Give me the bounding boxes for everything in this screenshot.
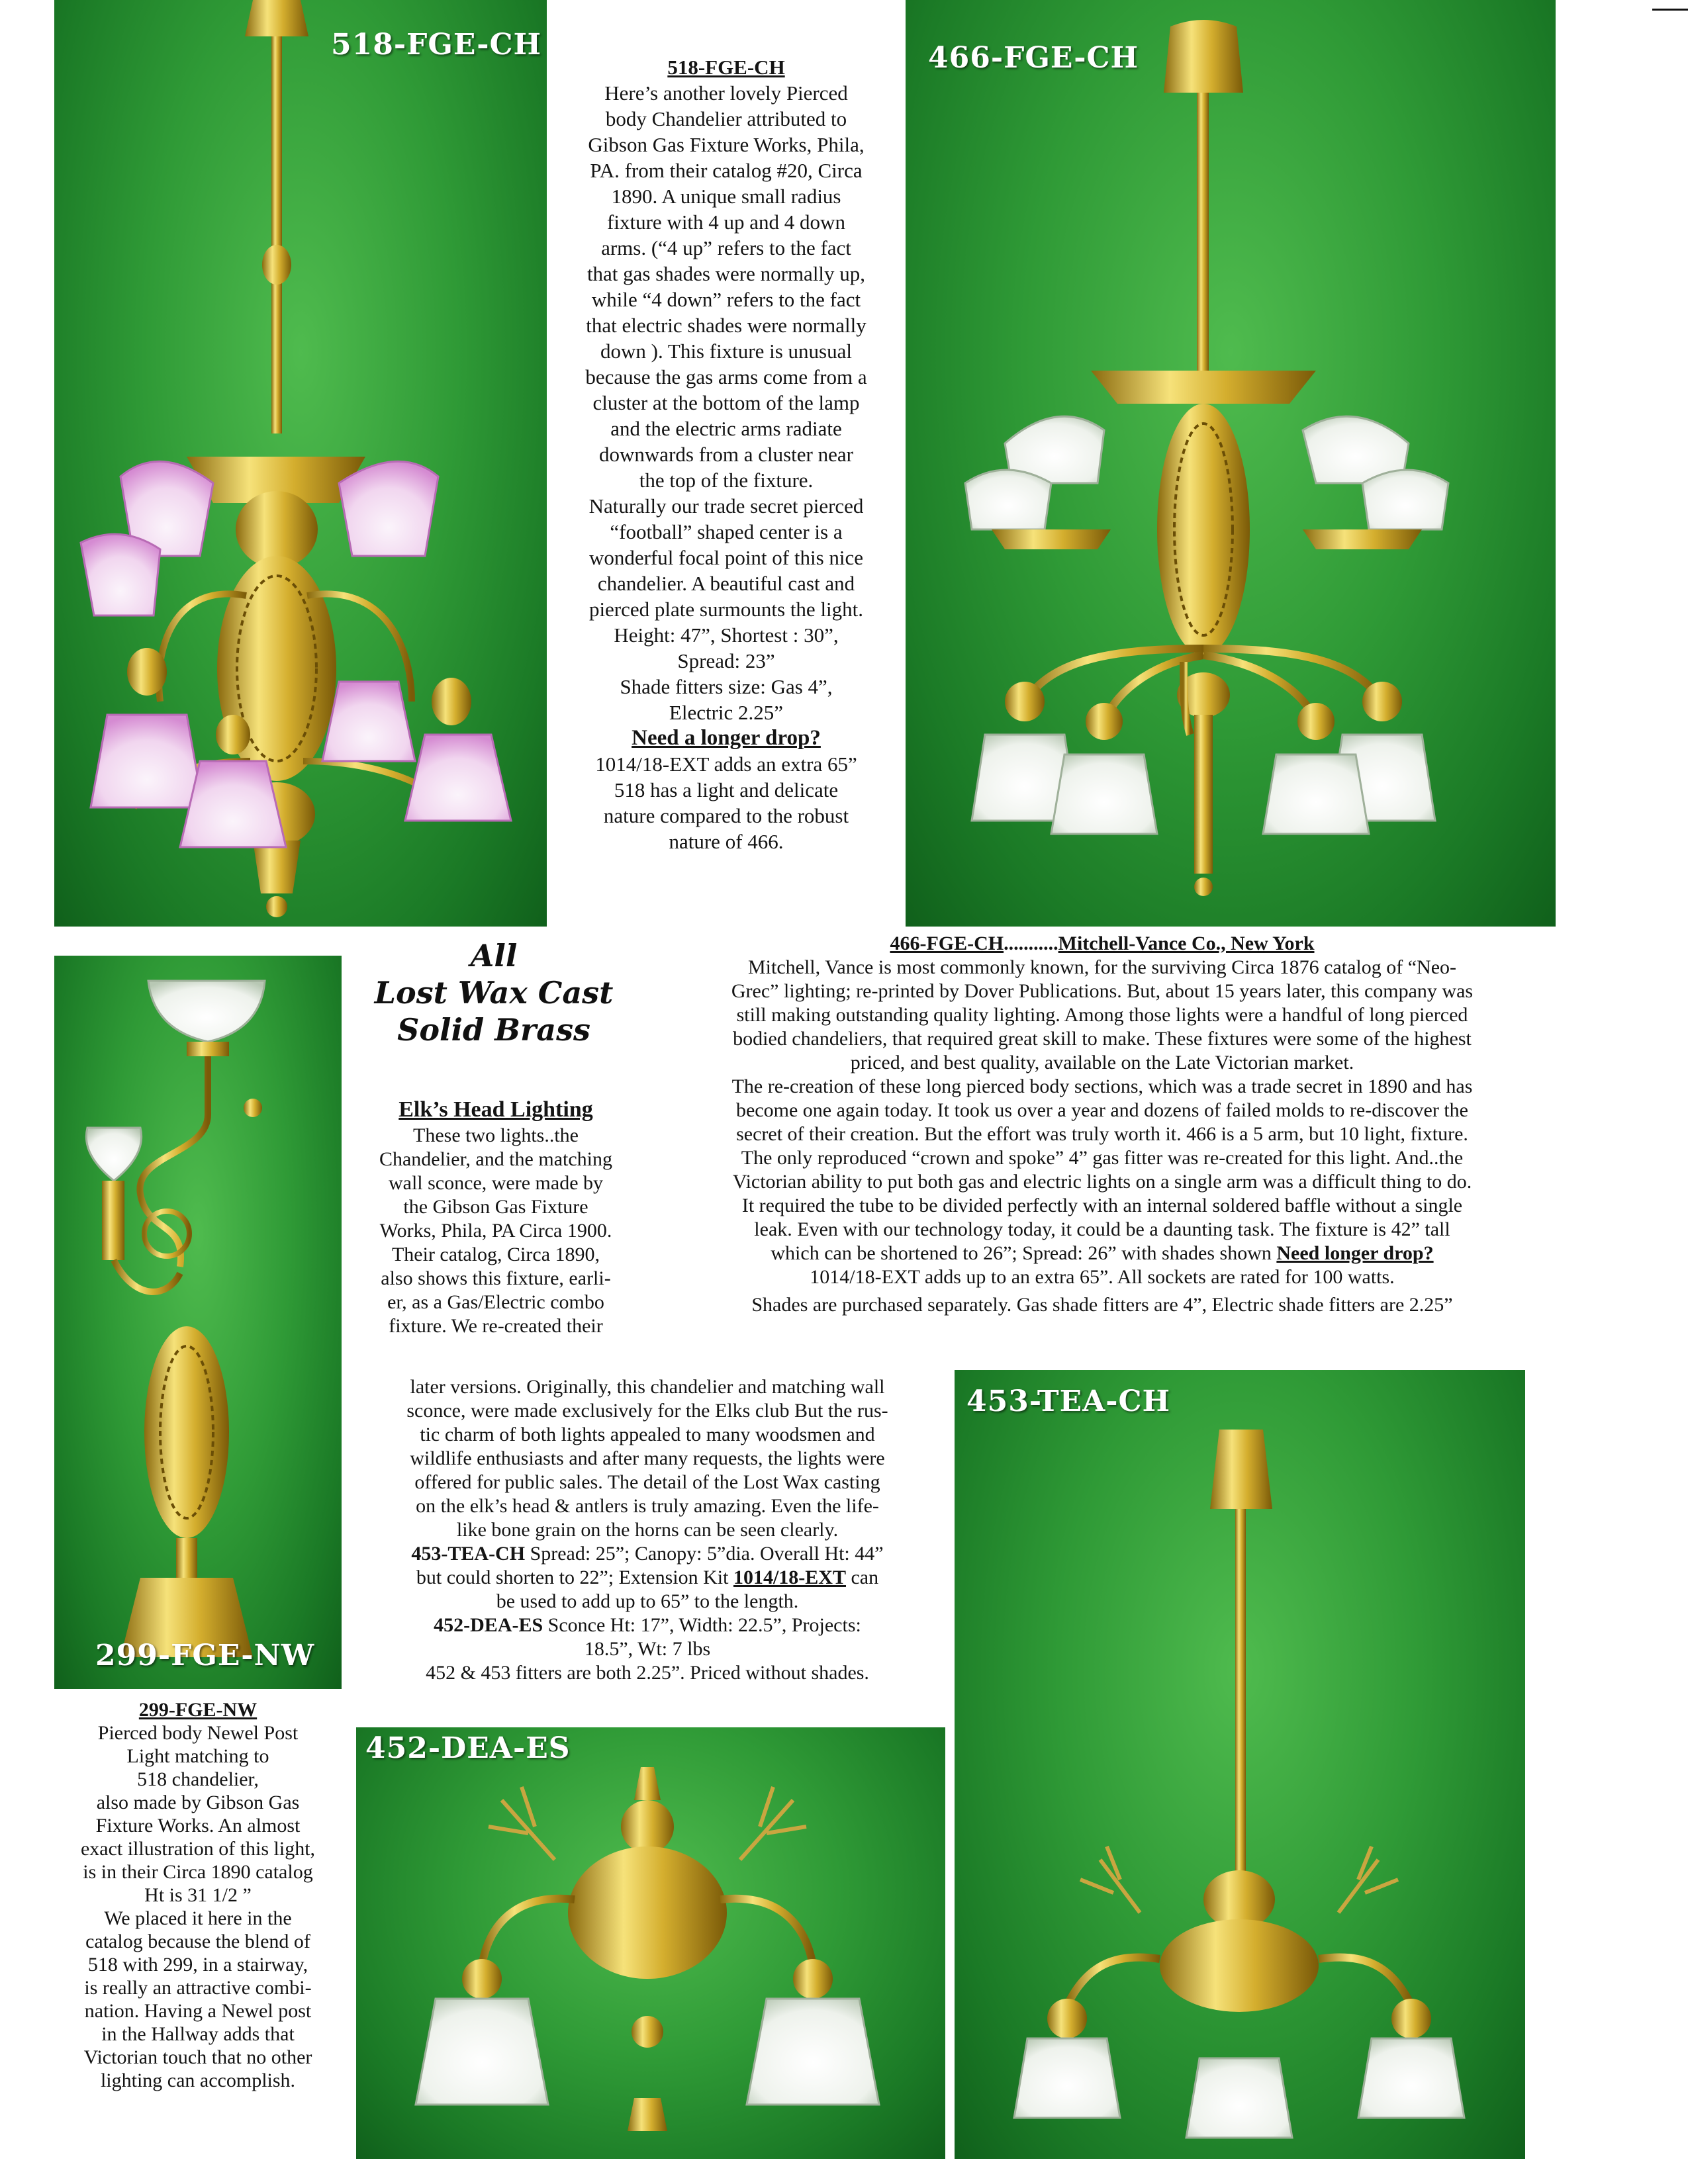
photo-299-fge-nw: [54, 956, 342, 1689]
desc518-line: fixture with 4 up and 4 down: [607, 210, 845, 234]
desc518-line: PA. from their catalog #20, Circa: [590, 159, 863, 182]
desc518-line: 1890. A unique small radius: [611, 185, 841, 208]
desc518-line: “football” shaped center is a: [610, 520, 843, 543]
elks-intro-line: fixture. We re-created their: [389, 1315, 603, 1337]
elks-intro-line: the Gibson Gas Fixture: [403, 1196, 588, 1218]
photo-518-fge-ch: [54, 0, 547, 927]
desc299-line: is in their Circa 1890 catalog: [83, 1861, 313, 1883]
title-518: 518-FGE-CH: [667, 56, 785, 79]
desc299-line: catalog because the blend of: [85, 1931, 310, 1952]
desc518-line: because the gas arms come from a: [585, 365, 867, 388]
desc518-line: chandelier. A beautiful cast and: [597, 572, 855, 595]
elks-cont-line: sconce, were made exclusively for the Elks club But the rus-: [406, 1400, 888, 1422]
compare-518: [553, 777, 899, 854]
desc518-line: downwards from a cluster near: [599, 443, 853, 466]
desc518-line: that electric shades were normally: [586, 314, 867, 337]
elks-cont-line: tic charm of both lights appealed to many woodsmen and: [420, 1424, 875, 1445]
elks-intro-line: also shows this fixture, earli-: [381, 1267, 611, 1289]
elks-intro-line: Chandelier, and the matching: [379, 1148, 613, 1170]
script-line-solid-brass: Solid Brass: [397, 1012, 590, 1048]
spec-452: 452-DEA-ES Sconce Ht: 17”, Width: 22.5”, Projects:: [434, 1614, 861, 1636]
photo-label-452: 452-DEA-ES: [365, 1731, 571, 1765]
elks-intro-lines: [348, 1124, 643, 1338]
body-466: [649, 956, 1556, 1265]
elks-cont-line: offered for public sales. The detail of the Lost Wax casting: [414, 1471, 880, 1493]
desc299-line: also made by Gibson Gas: [96, 1792, 300, 1813]
elks-cont-line: wildlife enthusiasts and after many requests, the lights were: [410, 1447, 885, 1469]
desc518-line: pierced plate surmounts the light.: [588, 598, 864, 621]
desc299-line: 518 with 299, in a stairway,: [87, 1954, 308, 1976]
desc466-line: Victorian ability to put both gas and electric lights on a single arm was a difficult thing to do.: [732, 1171, 1472, 1193]
desc299-line: nation. Having a Newel post: [84, 2000, 312, 2022]
desc518-line: Height: 47”, Shortest : 30”,: [614, 623, 839, 647]
spec-453: 453-TEA-CH Spread: 25”; Canopy: 5”dia. Overall Ht: 44”: [411, 1543, 884, 1565]
desc518-line: Spread: 23”: [677, 649, 775, 672]
title-466: 466-FGE-CH...........Mitchell-Vance Co., New York: [890, 933, 1315, 954]
chandelier-518-illustration: [54, 0, 547, 927]
elks-intro-line: er, as a Gas/Electric combo: [387, 1291, 604, 1313]
spec-453-line3: be used to add up to 65” to the length.: [496, 1590, 799, 1612]
title-299: 299-FGE-NW: [138, 1699, 258, 1721]
photo-452-dea-es: [356, 1727, 945, 2159]
desc299-line: 518 chandelier,: [137, 1768, 259, 1790]
desc299-line: Light matching to: [126, 1745, 269, 1767]
desc466-line: The re-creation of these long pierced body sections, which was a trade secret in 1890 and has: [731, 1075, 1473, 1097]
desc518-line: and the electric arms radiate: [610, 417, 842, 440]
desc466-line: It required the tube to be divided perfectly with an internal soldered baffle without a single: [741, 1195, 1463, 1216]
body-299: [54, 1721, 342, 2092]
photo-label-453: 453-TEA-CH: [966, 1385, 1171, 1418]
photo-label-466: 466-FGE-CH: [928, 41, 1139, 75]
lost-wax-heading: [348, 937, 639, 1048]
elks-cont-line: like bone grain on the horns can be seen clearly.: [456, 1519, 839, 1541]
desc299-line: lighting can accomplish.: [100, 2070, 296, 2091]
desc299-line: Fixture Works. An almost: [95, 1815, 301, 1837]
desc299-line: is really an attractive combi-: [84, 1977, 312, 1999]
desc466-line: Grec” lighting; re-printed by Dover Publications. But, about 15 years later, this company was: [731, 980, 1474, 1002]
elks-cont-line: later versions. Originally, this chandelier and matching wall: [410, 1376, 885, 1398]
desc518-line: that gas shades were normally up,: [586, 262, 866, 285]
elks-heading: Elk’s Head Lighting: [399, 1097, 593, 1122]
desc466-line: Mitchell, Vance is most commonly known, for the surviving Circa 1876 catalog of “Neo-: [747, 956, 1457, 978]
desc518-line: the top of the fixture.: [639, 469, 814, 492]
desc299-line: Ht is 31 1/2 ”: [144, 1884, 252, 1906]
spec-452-code: 452-DEA-ES: [434, 1614, 543, 1636]
photo-label-518: 518-FGE-CH: [331, 28, 542, 62]
desc518-line: wonderful focal point of this nice: [588, 546, 864, 569]
desc466-line: The only reproduced “crown and spoke” 4” gas fitter was re-created for this light. And..the: [741, 1147, 1464, 1169]
compare518-line: nature compared to the robust: [603, 804, 849, 827]
script-line-all: All: [470, 938, 518, 974]
desc466-line: bodied chandeliers, that required great skill to make. These fixtures were some of the highest: [733, 1028, 1472, 1050]
desc518-line: while “4 down” refers to the fact: [591, 288, 861, 311]
spec-452-line2: 18.5”, Wt: 7 lbs: [584, 1638, 711, 1660]
photo-label-299: 299-FGE-NW: [95, 1639, 315, 1672]
newel-post-299-illustration: [54, 956, 342, 1689]
desc518-line: Here’s another lovely Pierced: [604, 81, 848, 105]
elks-intro-line: These two lights..the: [413, 1124, 579, 1146]
elks-intro-line: wall sconce, were made by: [388, 1172, 604, 1194]
desc466-line: leak. Even with our technology today, it could be a daunting task. The fixture is 42” tall: [754, 1218, 1450, 1240]
extension-kit-link[interactable]: 1014/18-EXT: [733, 1567, 846, 1588]
fitters-note: 452 & 453 fitters are both 2.25”. Priced without shades.: [426, 1662, 869, 1684]
longer-drop-link-466[interactable]: Need longer drop?: [1276, 1242, 1434, 1264]
desc518-line: body Chandelier attributed to: [605, 107, 847, 130]
elks-head-intro: [348, 1096, 643, 1338]
drop-text-518: 1014/18-EXT adds an extra 65”: [595, 752, 857, 776]
desc466-line: secret of their creation. But the effort was truly worth it. 466 is a 5 arm, but 10 light, fixture.: [736, 1123, 1468, 1145]
description-466: [649, 932, 1556, 1317]
elks-cont-lines: [346, 1375, 949, 1542]
chandelier-453-illustration: [955, 1370, 1525, 2159]
desc299-line: exact illustration of this light,: [80, 1838, 316, 1860]
photo-453-tea-ch: [955, 1370, 1525, 2159]
photo-466-fge-ch: [906, 0, 1556, 927]
compare518-line: nature of 466.: [669, 830, 784, 853]
shades-line-466: Shades are purchased separately. Gas shade fitters are 4”, Electric shade fitters are 2.25”: [751, 1294, 1453, 1316]
desc299-line: We placed it here in the: [104, 1907, 292, 1929]
elks-cont-line: on the elk’s head & antlers is truly amazing. Even the life-: [416, 1495, 879, 1517]
desc518-line: Gibson Gas Fixture Works, Phila,: [588, 133, 865, 156]
desc518-line: arms. (“4 up” refers to the fact: [601, 236, 851, 259]
longer-drop-link-518[interactable]: Need a longer drop?: [632, 726, 821, 750]
desc518-line: Naturally our trade secret pierced: [588, 494, 864, 518]
body-518: [553, 80, 899, 725]
desc518-line: down ). This fixture is unusual: [600, 340, 852, 363]
desc466-line: become one again today. It took us over a year and dozens of failed molds to re-discover the: [735, 1099, 1468, 1121]
desc518-line: Electric 2.25”: [669, 701, 784, 724]
desc299-line: Victorian touch that no other: [83, 2046, 312, 2068]
elks-intro-line: Works, Phila, PA Circa 1900.: [379, 1220, 612, 1242]
elks-intro-line: Their catalog, Circa 1890,: [391, 1244, 600, 1265]
desc299-line: in the Hallway adds that: [101, 2023, 295, 2045]
description-299: [54, 1698, 342, 2092]
corner-rule: [1652, 9, 1688, 11]
spec-453-code: 453-TEA-CH: [411, 1543, 526, 1565]
sconce-452-illustration: [356, 1727, 945, 2159]
elks-head-continued: [346, 1375, 949, 1685]
ext-line-466: 1014/18-EXT adds up to an extra 65”. All sockets are rated for 100 watts.: [810, 1266, 1395, 1288]
desc466-line: still making outstanding quality lighting. Among those lights were a handful of long pierced: [736, 1004, 1468, 1026]
compare518-line: 518 has a light and delicate: [614, 778, 839, 801]
script-line-lost-wax: Lost Wax Cast: [374, 975, 614, 1011]
description-518: [553, 54, 899, 854]
desc518-line: Shade fitters size: Gas 4”,: [620, 675, 833, 698]
desc466-line: which can be shortened to 26”; Spread: 26” with shades shown Need longer drop?: [771, 1242, 1434, 1264]
desc466-line: priced, and best quality, available on the Late Victorian market.: [850, 1052, 1354, 1073]
chandelier-466-illustration: [906, 0, 1556, 927]
desc299-line: Pierced body Newel Post: [97, 1722, 299, 1744]
spec-453-line2: but could shorten to 22”; Extension Kit 1014/18-EXT can: [416, 1567, 879, 1588]
desc518-line: cluster at the bottom of the lamp: [592, 391, 860, 414]
